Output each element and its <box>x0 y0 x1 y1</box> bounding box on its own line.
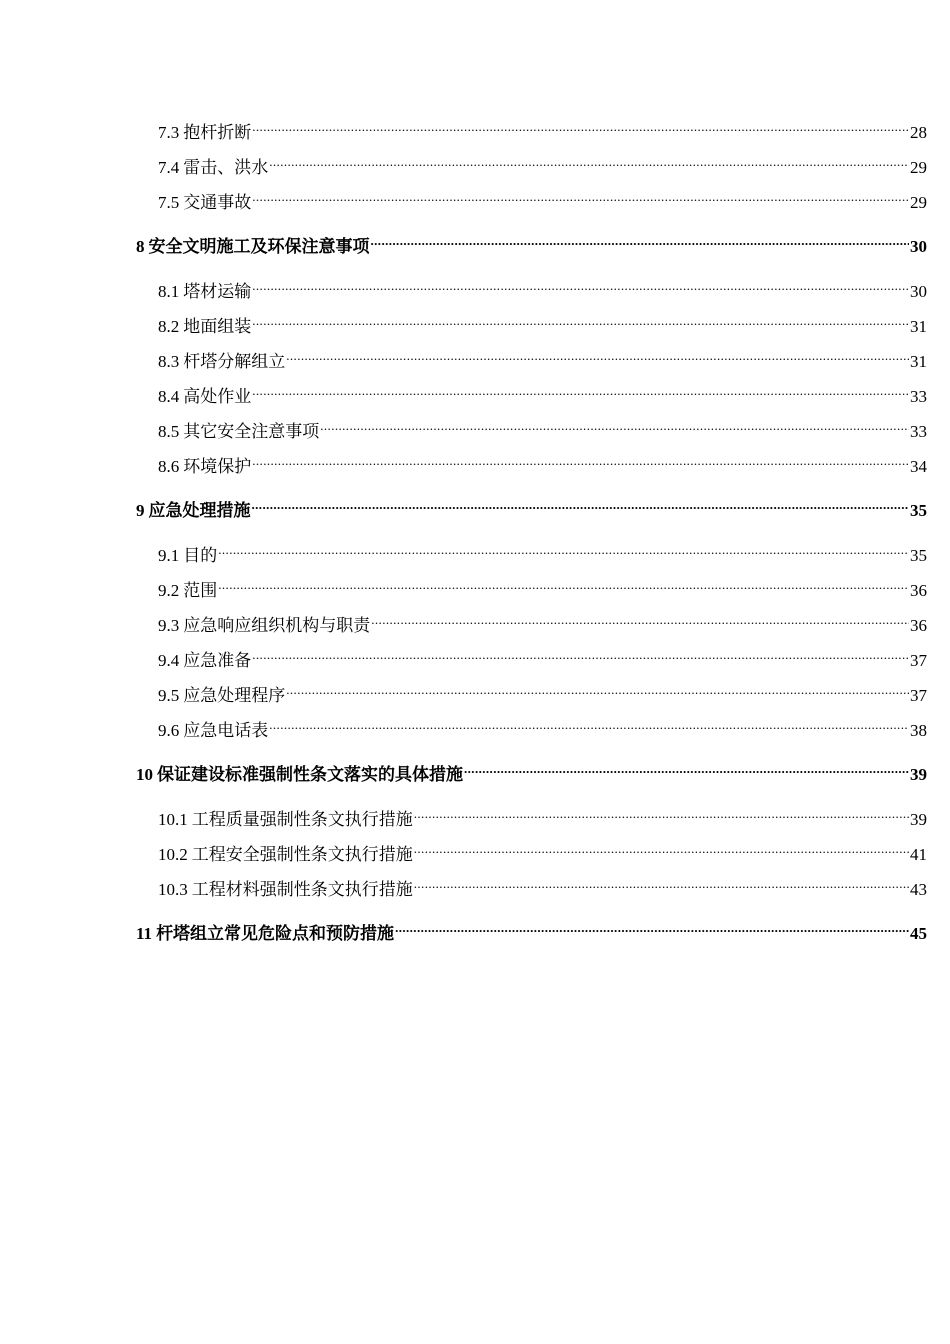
toc-entry-page: 39 <box>910 765 927 784</box>
toc-entry-9-3[interactable] <box>158 607 927 635</box>
toc-dot-leader <box>414 836 909 860</box>
toc-entry-number: 8.2 <box>158 317 180 336</box>
toc-entry-title: 应急电话表 <box>183 721 269 740</box>
toc-entry-number: 9 <box>136 501 145 520</box>
toc-dot-leader <box>252 492 910 516</box>
toc-entry-number: 9.3 <box>158 616 180 635</box>
toc-entry-number: 8.5 <box>158 422 180 441</box>
toc-entry-title: 应急处理措施 <box>148 501 251 520</box>
toc-entry-9-4[interactable] <box>158 642 927 670</box>
toc-entry-title: 塔材运输 <box>183 282 252 301</box>
toc-entry-10[interactable] <box>136 756 927 784</box>
toc-dot-leader <box>286 677 909 701</box>
toc-entry-7-5[interactable] <box>158 184 927 212</box>
toc-entry-10-1[interactable] <box>158 801 927 829</box>
toc-entry-title: 工程安全强制性条文执行措施 <box>191 845 413 864</box>
toc-entry-title: 范围 <box>183 581 218 600</box>
toc-entry-number: 10.3 <box>158 880 188 899</box>
toc-entry-9-2[interactable] <box>158 572 927 600</box>
toc-entry-page: 35 <box>910 546 927 565</box>
toc-entry-title: 环境保护 <box>183 457 252 476</box>
toc-entry-number: 8 <box>136 237 145 256</box>
toc-entry-page: 29 <box>910 158 927 177</box>
toc-entry-title: 应急响应组织机构与职责 <box>183 616 371 635</box>
toc-entry-page: 43 <box>910 880 927 899</box>
toc-entry-8-4[interactable] <box>158 378 927 406</box>
toc-entry-8-1[interactable] <box>158 273 927 301</box>
toc-entry-page: 39 <box>910 810 927 829</box>
toc-entry-page: 33 <box>910 422 927 441</box>
toc-dot-leader <box>464 756 909 780</box>
toc-dot-leader <box>218 537 909 561</box>
toc-entry-title: 杆塔分解组立 <box>183 352 286 371</box>
toc-entry-title: 保证建设标准强制性条文落实的具体措施 <box>157 765 463 784</box>
toc-entry-number: 7.3 <box>158 123 180 142</box>
toc-entry-title: 工程质量强制性条文执行措施 <box>191 810 413 829</box>
toc-entry-title: 交通事故 <box>183 193 252 212</box>
toc-entry-8-3[interactable] <box>158 343 927 371</box>
toc-entry-title: 雷击、洪水 <box>183 158 269 177</box>
toc-entry-page: 45 <box>910 924 927 943</box>
toc-entry-page: 34 <box>910 457 927 476</box>
toc-entry-title: 安全文明施工及环保注意事项 <box>148 237 370 256</box>
toc-entry-title: 工程材料强制性条文执行措施 <box>191 880 413 899</box>
toc-dot-leader <box>252 273 909 297</box>
toc-dot-leader <box>414 871 909 895</box>
toc-entry-title: 应急处理程序 <box>183 686 286 705</box>
toc-entry-7-4[interactable] <box>158 149 927 177</box>
toc-entry-page: 36 <box>910 616 927 635</box>
toc-entry-number: 11 <box>136 924 153 943</box>
toc-entry-number: 8.4 <box>158 387 180 406</box>
toc-entry-page: 30 <box>910 237 927 256</box>
toc-entry-page: 31 <box>910 317 927 336</box>
toc-entry-title: 应急准备 <box>183 651 252 670</box>
toc-entry-7-3[interactable] <box>158 114 927 142</box>
toc-entry-title: 地面组装 <box>183 317 252 336</box>
toc-entry-number: 10 <box>136 765 153 784</box>
toc-entry-8[interactable] <box>136 228 927 256</box>
toc-entry-10-2[interactable] <box>158 836 927 864</box>
toc-entry-page: 30 <box>910 282 927 301</box>
toc-entry-title: 其它安全注意事项 <box>183 422 320 441</box>
toc-entry-title: 目的 <box>183 546 218 565</box>
toc-entry-number: 9.6 <box>158 721 180 740</box>
toc-entry-9-6[interactable] <box>158 712 927 740</box>
toc-entry-title: 杆塔组立常见危险点和预防措施 <box>156 924 395 943</box>
toc-entry-8-5[interactable] <box>158 413 927 441</box>
toc-dot-leader <box>269 712 909 736</box>
toc-entry-8-6[interactable] <box>158 448 927 476</box>
toc-entry-11[interactable] <box>136 915 927 943</box>
toc-entry-number: 9.1 <box>158 546 180 565</box>
toc-entry-number: 7.5 <box>158 193 180 212</box>
toc-dot-leader <box>371 228 910 252</box>
toc-entry-number: 8.3 <box>158 352 180 371</box>
toc-entry-9-5[interactable] <box>158 677 927 705</box>
toc-entry-8-2[interactable] <box>158 308 927 336</box>
toc-entry-page: 41 <box>910 845 927 864</box>
toc-entry-number: 9.2 <box>158 581 180 600</box>
toc-dot-leader <box>252 114 909 138</box>
toc-dot-leader <box>252 642 909 666</box>
toc-entry-page: 35 <box>910 501 927 520</box>
toc-entry-number: 9.4 <box>158 651 180 670</box>
toc-dot-leader <box>269 149 909 173</box>
toc-dot-leader <box>218 572 909 596</box>
toc-dot-leader <box>252 308 909 332</box>
toc-entry-number: 8.6 <box>158 457 180 476</box>
toc-dot-leader <box>286 343 909 367</box>
toc-entry-page: 31 <box>910 352 927 371</box>
toc-entry-number: 10.2 <box>158 845 188 864</box>
toc-dot-leader <box>320 413 909 437</box>
toc-dot-leader <box>371 607 909 631</box>
toc-entry-number: 7.4 <box>158 158 180 177</box>
toc-entry-number: 8.1 <box>158 282 180 301</box>
toc-entry-page: 37 <box>910 651 927 670</box>
toc-entry-page: 37 <box>910 686 927 705</box>
toc-entry-number: 9.5 <box>158 686 180 705</box>
toc-dot-leader <box>395 915 909 939</box>
toc-dot-leader <box>252 184 909 208</box>
toc-entry-page: 36 <box>910 581 927 600</box>
toc-entry-title: 高处作业 <box>183 387 252 406</box>
toc-dot-leader <box>252 378 909 402</box>
toc-entry-10-3[interactable] <box>158 871 927 899</box>
toc-entry-number: 10.1 <box>158 810 188 829</box>
toc-dot-leader <box>252 448 909 472</box>
toc-entry-page: 33 <box>910 387 927 406</box>
toc-entry-page: 29 <box>910 193 927 212</box>
toc-entry-9[interactable] <box>136 492 927 520</box>
toc-entry-page: 28 <box>910 123 927 142</box>
toc-entry-9-1[interactable] <box>158 537 927 565</box>
toc-entry-page: 38 <box>910 721 927 740</box>
toc-entry-title: 抱杆折断 <box>183 123 252 142</box>
toc-dot-leader <box>414 801 909 825</box>
